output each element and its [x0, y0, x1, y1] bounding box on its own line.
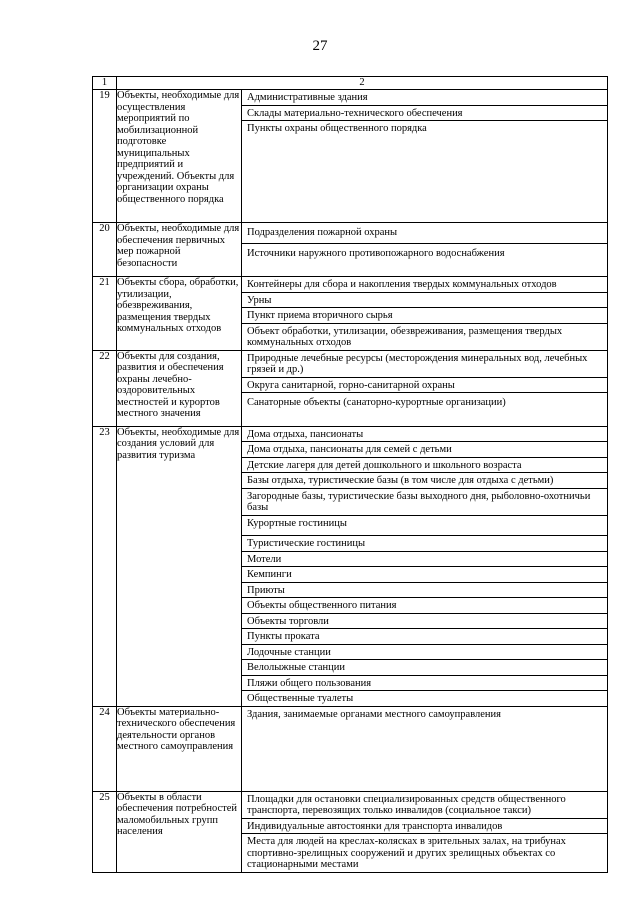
row-category: Объекты, необходимые для осуществления мероприятий по мобилизационной подготовке муниципальных предприятий и учреждений. Объекты для организации охраны общественного порядка	[117, 90, 242, 223]
list-item: Загородные базы, туристические базы выходного дня, рыболовно-охотничьи базы	[242, 489, 607, 516]
list-item: Приюты	[242, 583, 607, 599]
list-item: Туристические гостиницы	[242, 536, 607, 552]
list-item: Пляжи общего пользования	[242, 676, 607, 692]
list-item: Источники наружного противопожарного водоснабжения	[247, 247, 505, 259]
list-item: Общественные туалеты	[247, 693, 354, 704]
row-category: Объекты в области обеспечения потребностей маломобильных групп населения	[117, 791, 242, 872]
list-item: Объекты торговли	[242, 614, 607, 630]
row-category: Объекты, необходимые для создания условий для развития туризма	[117, 426, 242, 706]
table-header-row	[93, 77, 608, 90]
row-category: Объекты для создания, развития и обеспечения охраны лечебно-оздоровительных местностей и курортов местного значения	[117, 350, 242, 426]
objects-table	[92, 76, 608, 873]
row-number: 24	[93, 706, 117, 791]
row-items	[242, 791, 608, 872]
list-item: Пункты охраны общественного порядка	[247, 123, 427, 134]
page-number: 27	[312, 38, 328, 54]
table-row	[93, 426, 608, 706]
row-number: 19	[93, 90, 117, 223]
list-item: Площадки для остановки специализированных средств общественного транспорта, перевозящих только инвалидов (социальное такси)	[242, 792, 607, 819]
header-col-2: 2	[117, 77, 608, 90]
list-item: Объект обработки, утилизации, обезвреживания, размещения твердых коммунальных отходов	[247, 325, 563, 348]
list-item: Природные лечебные ресурсы (месторождения минеральных вод, лечебных грязей и др.)	[242, 351, 607, 378]
list-item: Кемпинги	[242, 567, 607, 583]
table-row	[93, 350, 608, 426]
list-item: Урны	[242, 293, 607, 309]
list-item: Пункт приема вторичного сырья	[242, 308, 607, 324]
list-item: Индивидуальные автостоянки для транспорта инвалидов	[242, 819, 607, 835]
row-items	[242, 90, 608, 223]
list-item: Базы отдыха, туристические базы (в том числе для отдыха с детьми)	[242, 473, 607, 489]
list-item: Санаторные объекты (санаторно-курортные организации)	[247, 397, 506, 408]
list-item: Лодочные станции	[242, 645, 607, 661]
list-item: Курортные гостиницы	[242, 516, 607, 537]
row-number: 23	[93, 426, 117, 706]
list-item: Здания, занимаемые органами местного самоуправления	[247, 708, 501, 720]
header-col-1: 1	[93, 77, 117, 90]
list-item: Мотели	[242, 552, 607, 568]
table-row	[93, 90, 608, 223]
row-items	[242, 350, 608, 426]
list-item: Дома отдыха, пансионаты для семей с детьми	[242, 442, 607, 458]
row-category: Объекты сбора, обработки, утилизации, обезвреживания, размещения твердых коммунальных отходов	[117, 277, 242, 351]
list-item: Округа санитарной, горно-санитарной охраны	[242, 378, 607, 394]
row-number: 21	[93, 277, 117, 351]
table-row	[93, 791, 608, 872]
list-item: Административные здания	[242, 90, 607, 106]
row-category: Объекты материально-технического обеспечения деятельности органов местного самоуправления	[117, 706, 242, 791]
row-items	[242, 706, 608, 791]
row-category: Объекты, необходимые для обеспечения первичных мер пожарной безопасности	[117, 223, 242, 277]
list-item: Места для людей на креслах-колясках в зрительных залах, на трибунах спортивно-зрелищных сооружений и других зрелищных объектах со стационарными местами	[247, 836, 566, 870]
list-item: Контейнеры для сбора и накопления твердых коммунальных отходов	[242, 277, 607, 293]
row-items	[242, 426, 608, 706]
list-item: Подразделения пожарной охраны	[242, 223, 607, 244]
list-item: Объекты общественного питания	[242, 598, 607, 614]
row-items	[242, 223, 608, 277]
table-row	[93, 223, 608, 277]
table-row	[93, 706, 608, 791]
table-row	[93, 277, 608, 351]
row-number: 20	[93, 223, 117, 277]
list-item: Детские лагеря для детей дошкольного и школьного возраста	[242, 458, 607, 474]
row-number: 22	[93, 350, 117, 426]
list-item: Дома отдыха, пансионаты	[242, 427, 607, 443]
row-items	[242, 277, 608, 351]
list-item: Пункты проката	[242, 629, 607, 645]
list-item: Склады материально-технического обеспечения	[242, 106, 607, 122]
row-number: 25	[93, 791, 117, 872]
list-item: Велолыжные станции	[242, 660, 607, 676]
